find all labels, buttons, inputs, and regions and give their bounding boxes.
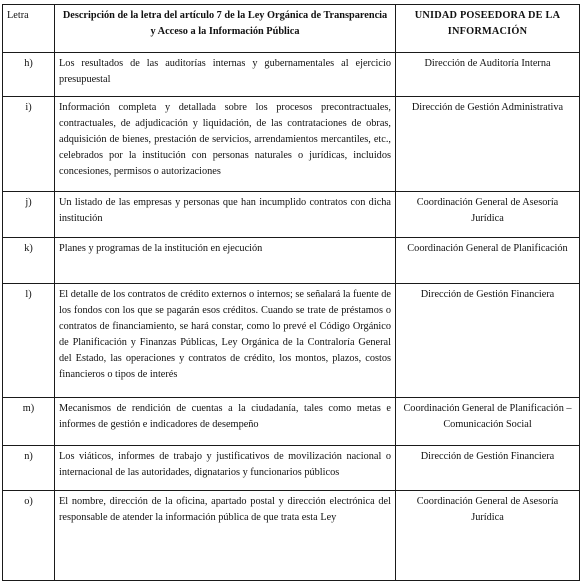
table-header-row: [3, 5, 580, 53]
row-unidad: Dirección de Gestión Financiera: [396, 446, 580, 491]
row-unidad: Coordinación General de Asesoría Jurídica: [396, 192, 580, 238]
row-descripcion: Un listado de las empresas y personas que han incumplido contratos con dicha institución: [55, 192, 396, 238]
row-letra: i): [3, 97, 55, 192]
transparency-table: [2, 4, 580, 581]
table-row: [3, 446, 580, 491]
row-unidad: Dirección de Auditoría Interna: [396, 53, 580, 97]
header-letra: Letra: [3, 5, 55, 53]
table-row: [3, 284, 580, 398]
row-letra: o): [3, 491, 55, 581]
row-letra: j): [3, 192, 55, 238]
row-unidad: Dirección de Gestión Administrativa: [396, 97, 580, 192]
table-row: [3, 192, 580, 238]
row-unidad: Coordinación General de Asesoría Jurídica: [396, 491, 580, 581]
table-row: [3, 398, 580, 446]
row-letra: k): [3, 238, 55, 284]
row-unidad: Coordinación General de Planificación – Comunicación Social: [396, 398, 580, 446]
row-descripcion: Mecanismos de rendición de cuentas a la ciudadanía, tales como metas e informes de gestión e indicadores de desempeño: [55, 398, 396, 446]
row-letra: h): [3, 53, 55, 97]
header-unidad: UNIDAD POSEEDORA DE LA INFORMACIÓN: [396, 5, 580, 53]
row-descripcion: Los viáticos, informes de trabajo y justificativos de movilización nacional o internacional de las autoridades, dignatarios y funcionarios públicos: [55, 446, 396, 491]
row-descripcion: Información completa y detallada sobre los procesos precontractuales, contractuales, de adjudicación y liquidación, de las contrataciones de obras, adquisición de bienes, prestación de servicios, arrendamientos mercantiles, etc., celebrados por la institución con personas naturales o jurídicas, incluidos concesiones, permisos o autorizaciones: [55, 97, 396, 192]
row-letra: m): [3, 398, 55, 446]
header-descripcion: Descripción de la letra del artículo 7 de la Ley Orgánica de Transparencia y Acceso a la Información Pública: [55, 5, 396, 53]
row-descripcion: Los resultados de las auditorías internas y gubernamentales al ejercicio presupuestal: [55, 53, 396, 97]
row-descripcion: Planes y programas de la institución en ejecución: [55, 238, 396, 284]
row-descripcion: El nombre, dirección de la oficina, apartado postal y dirección electrónica del responsable de atender la información pública de que trata esta Ley: [55, 491, 396, 581]
table-row: [3, 97, 580, 192]
table-row: [3, 491, 580, 581]
table-row: [3, 238, 580, 284]
row-letra: l): [3, 284, 55, 398]
table-row: [3, 53, 580, 97]
row-unidad: Dirección de Gestión Financiera: [396, 284, 580, 398]
row-descripcion: El detalle de los contratos de crédito externos o internos; se señalará la fuente de los fondos con los que se pagarán esos créditos. Cuando se trate de préstamos o contratos de financiamiento, se hará constar, como lo prevé el Código Orgánico de Planificación y Finanzas Públicas, Ley Orgánica de la Contraloría General del Estado, las operaciones y contratos de crédito, los montos, plazos, costos financieros o tipos de interés: [55, 284, 396, 398]
row-unidad: Coordinación General de Planificación: [396, 238, 580, 284]
row-letra: n): [3, 446, 55, 491]
